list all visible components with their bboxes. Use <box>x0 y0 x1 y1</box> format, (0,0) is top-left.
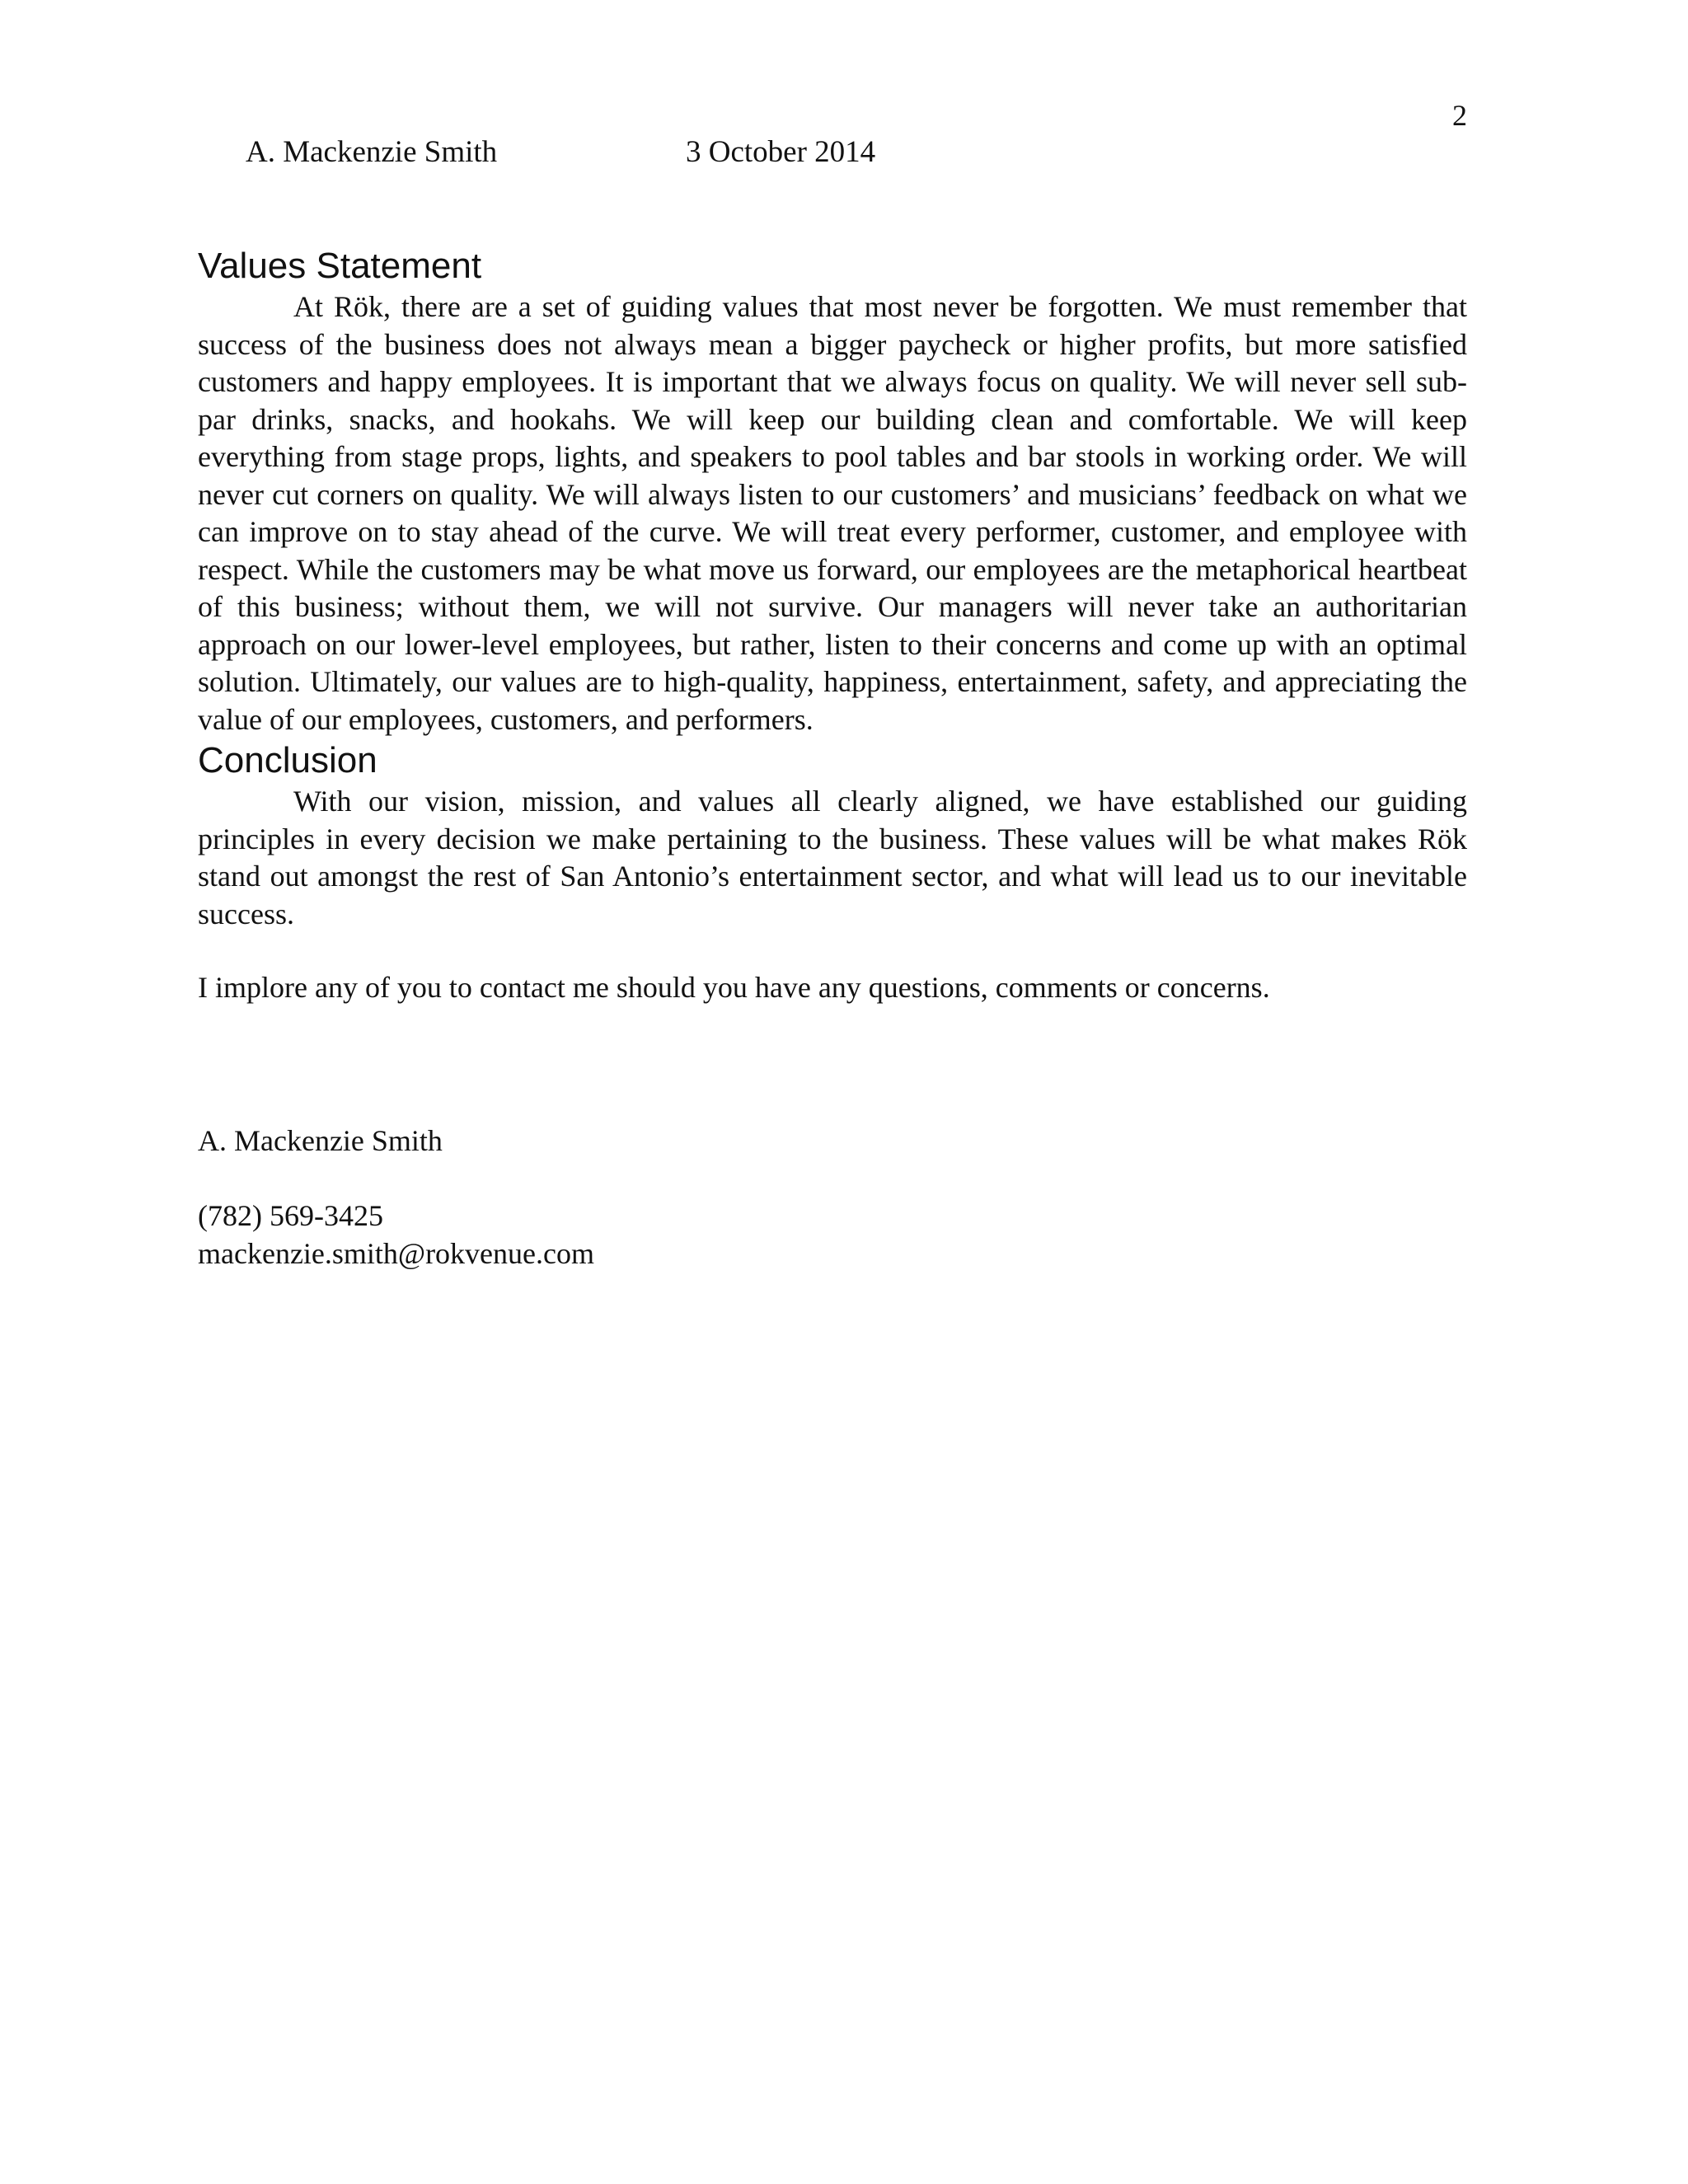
values-statement-paragraph: At Rök, there are a set of guiding values that most never be forgotten. We must remember that success of the business does not always mean a bigger paycheck or higher profits, but more satisfied customers and happy employees. It is important that we always focus on quality. We will never sell sub-par drinks, snacks, and hookahs. We will keep our building clean and comfortable. We will keep everything from stage props, lights, and speakers to pool tables and bar stools in working order. We will never cut corners on quality. We will always listen to our customers’ and musicians’ feedback on what we can improve on to stay ahead of the curve. We will treat every performer, customer, and employee with respect. While the customers may be what move us forward, our employees are the metaphorical heartbeat of this business; without them, we will not survive. Our managers will never take an authoritarian approach on our lower-level employees, but rather, listen to their concerns and come up with an optimal solution. Ultimately, our values are to high-quality, happiness, entertainment, safety, and appreciating the value of our employees, customers, and performers. <box>198 290 1467 736</box>
document-body <box>198 244 1467 1272</box>
closing-note: I implore any of you to contact me should you have any questions, comments or concerns. <box>198 971 1270 1004</box>
spacer <box>198 1007 1467 1122</box>
values-statement-heading: Values Statement <box>198 246 482 286</box>
spacer <box>198 933 1467 969</box>
signature-name: A. Mackenzie Smith <box>198 1123 443 1157</box>
conclusion-heading: Conclusion <box>198 740 377 780</box>
signature-phone: (782) 569-3425 <box>198 1199 383 1232</box>
spacer <box>198 1160 1467 1197</box>
signature-email: mackenzie.smith@rokvenue.com <box>198 1236 594 1270</box>
header-date: 3 October 2014 <box>686 135 876 169</box>
conclusion-paragraph: With our vision, mission, and values all clearly aligned, we have established our guiding principles in every decision we make pertaining to the business. These values will be what makes Rök stand out amongst the rest of San Antonio’s entertainment sector, and what will lead us to our inevitable success. <box>198 785 1467 930</box>
page-number: 2 <box>1452 99 1467 132</box>
header-author: A. Mackenzie Smith <box>246 135 498 169</box>
